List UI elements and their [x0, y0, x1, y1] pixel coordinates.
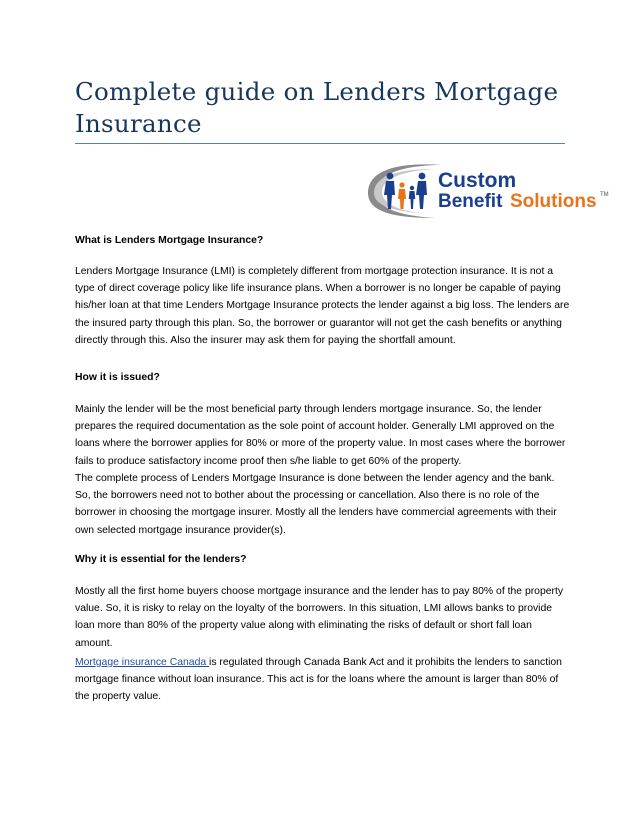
logo-word-custom: Custom [438, 169, 517, 192]
title-underline [75, 143, 565, 144]
paragraph-why-essential: Mostly all the first home buyers choose mortgage insurance and the lender has to pay 80% of the property value. So, it is risky to relay on the loyalty of the borrowers. In this situation, LMI allows banks to provide loan more than 80% of the property value along with eliminating the risks of default or short fall loan amount. [75, 586, 564, 649]
paragraph-canada-regulation [75, 654, 570, 706]
company-logo [364, 160, 620, 222]
mortgage-insurance-canada-link[interactable]: Mortgage insurance Canada [75, 657, 210, 668]
logo-word-solutions: Solutions [510, 191, 597, 212]
family-silhouette-icon [384, 173, 427, 209]
paragraph-how-issued-1: Mainly the lender will be the most beneficial party through lenders mortgage insurance. So, the lender prepares the required documentation as the sole point of account holder. Generally LMI approved on the loans where the borrower applies for 80% or more of the property value. In most cases where the borrower fails to produce satisfactory income proof then s/he liable to get 60% of the property. [75, 404, 566, 467]
heading-what-is-lmi: What is Lenders Mortgage Insurance? [75, 235, 264, 246]
heading-why-essential: Why it is essential for the lenders? [75, 554, 247, 565]
paragraph-how-issued-2: The complete process of Lenders Mortgage Insurance is done between the lender agency and the bank. So, the borrowers need not to bother about the processing or cancellation. Also there is no role of the borrower in choosing the mortgage insurer. Mostly all the lenders have commercial agreements with their own selected mortgage insurance provider(s). [75, 473, 557, 536]
logo-word-benefit: Benefit [438, 191, 503, 212]
logo-trademark: TM [600, 192, 609, 198]
paragraph-what-is-lmi: Lenders Mortgage Insurance (LMI) is completely different from mortgage protection insurance. It is not a type of direct coverage policy like life insurance plans. When a borrower is no longer be capable of paying his/her loan at that time Lenders Mortgage Insurance protects the lender against a big loss. The lenders are the insured party through this plan. So, the borrower or guarantor will not get the cash benefits or anything directly through this. Also the insurer may ask them for paying the shortfall amount. [75, 266, 570, 346]
canada-regulation-text: is regulated through Canada Bank Act and it prohibits the lenders to sanction mortgage finance without loan insurance. This act is for the loans where the amount is larger than 80% of the property value. [75, 657, 562, 703]
heading-how-issued: How it is issued? [75, 372, 160, 383]
page-title: Complete guide on Lenders Mortgage Insurance [75, 77, 559, 138]
